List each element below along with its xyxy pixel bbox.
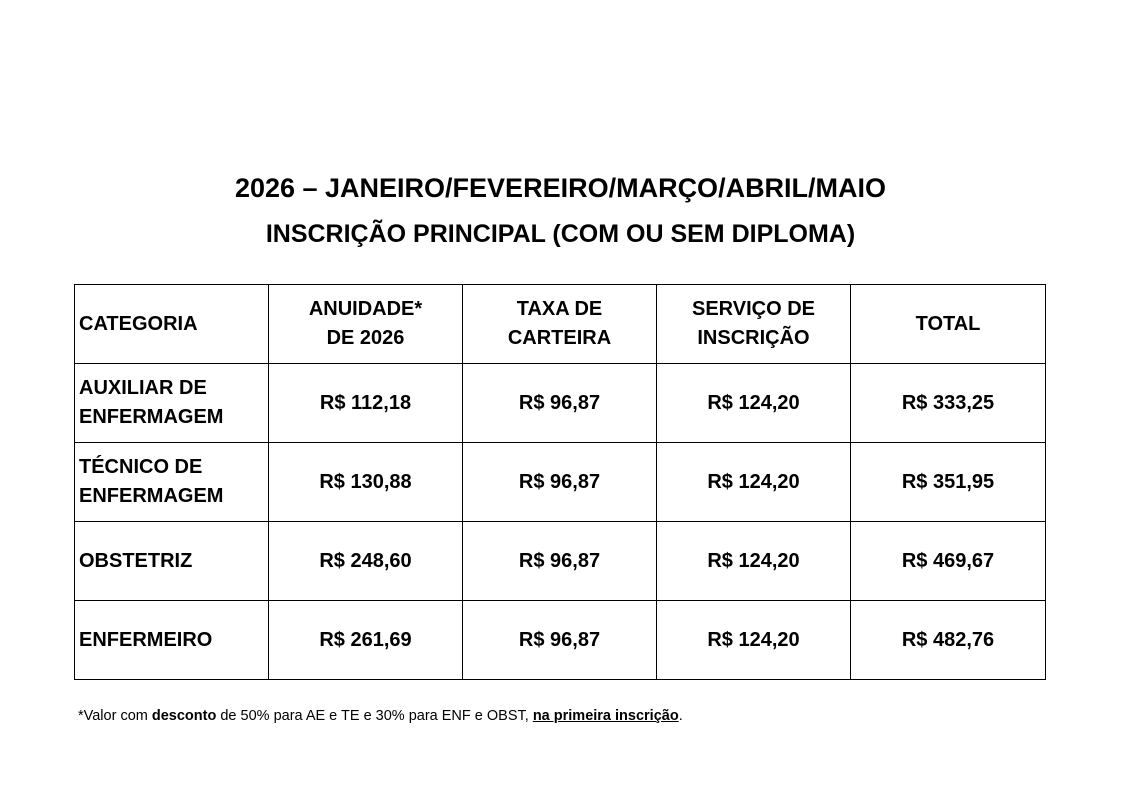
footnote-emphasis: desconto: [151, 708, 217, 724]
table-row: [75, 601, 1046, 680]
anuidade-cell: R$ 130,88: [269, 443, 463, 522]
table-header-row: [75, 285, 1046, 364]
fees-table: [74, 284, 1046, 680]
column-header-anuidade: ANUIDADE* DE 2026: [269, 285, 463, 364]
anuidade-cell: R$ 248,60: [269, 522, 463, 601]
footnote: [78, 706, 683, 726]
column-header-taxa-carteira: TAXA DE CARTEIRA: [463, 285, 657, 364]
taxa-cell: R$ 96,87: [463, 443, 657, 522]
total-cell: R$ 333,25: [851, 364, 1046, 443]
total-cell: R$ 482,76: [851, 601, 1046, 680]
category-cell: AUXILIAR DE ENFERMAGEM: [75, 364, 269, 443]
anuidade-cell: R$ 261,69: [269, 601, 463, 680]
table-row: [75, 522, 1046, 601]
total-cell: R$ 351,95: [851, 443, 1046, 522]
footnote-text: .: [678, 708, 683, 724]
taxa-cell: R$ 96,87: [463, 522, 657, 601]
column-header-total: TOTAL: [851, 285, 1046, 364]
taxa-cell: R$ 96,87: [463, 601, 657, 680]
anuidade-cell: R$ 112,18: [269, 364, 463, 443]
category-cell: OBSTETRIZ: [75, 522, 269, 601]
servico-cell: R$ 124,20: [657, 522, 851, 601]
page-subtitle: INSCRIÇÃO PRINCIPAL (COM OU SEM DIPLOMA): [265, 220, 856, 248]
page-title: 2026 – JANEIRO/FEVEREIRO/MARÇO/ABRIL/MAIO: [234, 173, 887, 203]
table-row: [75, 364, 1046, 443]
table-row: [75, 443, 1046, 522]
category-cell: TÉCNICO DE ENFERMAGEM: [75, 443, 269, 522]
footnote-emphasis-underlined: na primeira inscrição: [532, 708, 679, 724]
column-header-servico-inscricao: SERVIÇO DE INSCRIÇÃO: [657, 285, 851, 364]
footnote-text: *Valor com: [78, 708, 152, 724]
column-header-categoria: CATEGORIA: [75, 285, 269, 364]
total-cell: R$ 469,67: [851, 522, 1046, 601]
taxa-cell: R$ 96,87: [463, 364, 657, 443]
category-cell: ENFERMEIRO: [75, 601, 269, 680]
footnote-text: de 50% para AE e TE e 30% para ENF e OBST,: [216, 708, 533, 724]
servico-cell: R$ 124,20: [657, 443, 851, 522]
servico-cell: R$ 124,20: [657, 601, 851, 680]
servico-cell: R$ 124,20: [657, 364, 851, 443]
